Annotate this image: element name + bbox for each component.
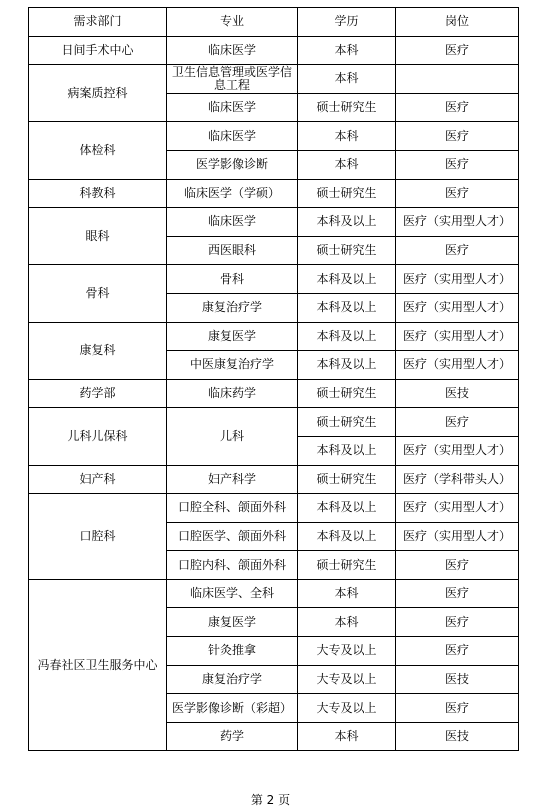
position-cell: 医技: [396, 722, 519, 751]
position-cell: 医疗（实用型人才）: [396, 208, 519, 237]
major-cell: 中医康复治疗学: [167, 351, 298, 380]
table-row: [29, 322, 519, 351]
table-header-row: [29, 8, 519, 37]
position-cell: 医疗: [396, 236, 519, 265]
major-cell: 临床医学: [167, 122, 298, 151]
major-cell: 临床药学: [167, 379, 298, 408]
position-cell: 医疗（学科带头人）: [396, 465, 519, 494]
education-cell: 本科及以上: [298, 436, 396, 465]
position-cell: 医疗: [396, 36, 519, 65]
education-cell: 本科及以上: [298, 208, 396, 237]
table-row: [29, 465, 519, 494]
header-education: 学历: [298, 8, 396, 37]
position-cell: 医疗: [396, 551, 519, 580]
position-cell: 医疗: [396, 93, 519, 122]
major-cell: 康复治疗学: [167, 665, 298, 694]
education-cell: 本科及以上: [298, 522, 396, 551]
education-cell: 硕士研究生: [298, 236, 396, 265]
table-row: [29, 265, 519, 294]
table-row: [29, 494, 519, 523]
department-cell: 科教科: [29, 179, 167, 208]
department-cell: 骨科: [29, 265, 167, 322]
position-cell: 医疗（实用型人才）: [396, 522, 519, 551]
position-cell: [396, 65, 519, 94]
header-department: 需求部门: [29, 8, 167, 37]
department-cell: 口腔科: [29, 494, 167, 580]
page-number: 第 2 页: [250, 793, 291, 807]
major-cell: 临床医学: [167, 93, 298, 122]
education-cell: 本科: [298, 65, 396, 94]
education-cell: 硕士研究生: [298, 408, 396, 437]
education-cell: 本科及以上: [298, 494, 396, 523]
position-cell: 医疗: [396, 408, 519, 437]
table-row: [29, 36, 519, 65]
major-cell: 口腔内科、颌面外科: [167, 551, 298, 580]
major-cell: 医学影像诊断: [167, 150, 298, 179]
department-cell: 药学部: [29, 379, 167, 408]
table-row: [29, 208, 519, 237]
header-major: 专业: [167, 8, 298, 37]
major-cell: 康复治疗学: [167, 293, 298, 322]
table-row: [29, 122, 519, 151]
table-row: [29, 379, 519, 408]
education-cell: 大专及以上: [298, 665, 396, 694]
major-cell: 康复医学: [167, 322, 298, 351]
education-cell: 本科: [298, 608, 396, 637]
position-cell: 医疗（实用型人才）: [396, 436, 519, 465]
major-cell: 口腔全科、颌面外科: [167, 494, 298, 523]
education-cell: 本科: [298, 722, 396, 751]
table-row: [29, 179, 519, 208]
major-cell: 西医眼科: [167, 236, 298, 265]
department-cell: 冯春社区卫生服务中心: [29, 579, 167, 751]
education-cell: 本科: [298, 122, 396, 151]
major-cell: 口腔医学、颌面外科: [167, 522, 298, 551]
major-cell: 妇产科学: [167, 465, 298, 494]
table-row: [29, 408, 519, 437]
education-cell: 硕士研究生: [298, 93, 396, 122]
major-cell: 临床医学、全科: [167, 579, 298, 608]
major-cell: 康复医学: [167, 608, 298, 637]
education-cell: 本科: [298, 150, 396, 179]
position-cell: 医技: [396, 665, 519, 694]
position-cell: 医疗: [396, 637, 519, 666]
major-cell: 药学: [167, 722, 298, 751]
education-cell: 大专及以上: [298, 637, 396, 666]
department-cell: 眼科: [29, 208, 167, 265]
major-cell: 临床医学: [167, 36, 298, 65]
major-cell: 卫生信息管理或医学信息工程: [167, 65, 298, 94]
table-row: [29, 65, 519, 94]
education-cell: 硕士研究生: [298, 551, 396, 580]
recruitment-table: [28, 7, 519, 751]
position-cell: 医疗（实用型人才）: [396, 494, 519, 523]
education-cell: 本科: [298, 579, 396, 608]
table-row: [29, 579, 519, 608]
position-cell: 医疗: [396, 579, 519, 608]
position-cell: 医疗: [396, 694, 519, 723]
education-cell: 大专及以上: [298, 694, 396, 723]
department-cell: 病案质控科: [29, 65, 167, 122]
position-cell: 医疗（实用型人才）: [396, 322, 519, 351]
position-cell: 医疗（实用型人才）: [396, 351, 519, 380]
education-cell: 硕士研究生: [298, 179, 396, 208]
major-cell: 儿科: [167, 408, 298, 465]
position-cell: 医技: [396, 379, 519, 408]
department-cell: 康复科: [29, 322, 167, 379]
major-cell: 针灸推拿: [167, 637, 298, 666]
position-cell: 医疗（实用型人才）: [396, 265, 519, 294]
major-cell: 骨科: [167, 265, 298, 294]
education-cell: 硕士研究生: [298, 379, 396, 408]
education-cell: 本科: [298, 36, 396, 65]
header-position: 岗位: [396, 8, 519, 37]
position-cell: 医疗: [396, 179, 519, 208]
position-cell: 医疗（实用型人才）: [396, 293, 519, 322]
department-cell: 体检科: [29, 122, 167, 179]
position-cell: 医疗: [396, 150, 519, 179]
major-cell: 医学影像诊断（彩超）: [167, 694, 298, 723]
position-cell: 医疗: [396, 608, 519, 637]
recruitment-table-body: [29, 8, 519, 751]
education-cell: 本科及以上: [298, 322, 396, 351]
department-cell: 儿科儿保科: [29, 408, 167, 465]
department-cell: 日间手术中心: [29, 36, 167, 65]
education-cell: 硕士研究生: [298, 465, 396, 494]
major-cell: 临床医学（学硕）: [167, 179, 298, 208]
education-cell: 本科及以上: [298, 293, 396, 322]
major-cell: 临床医学: [167, 208, 298, 237]
education-cell: 本科及以上: [298, 265, 396, 294]
department-cell: 妇产科: [29, 465, 167, 494]
education-cell: 本科及以上: [298, 351, 396, 380]
position-cell: 医疗: [396, 122, 519, 151]
